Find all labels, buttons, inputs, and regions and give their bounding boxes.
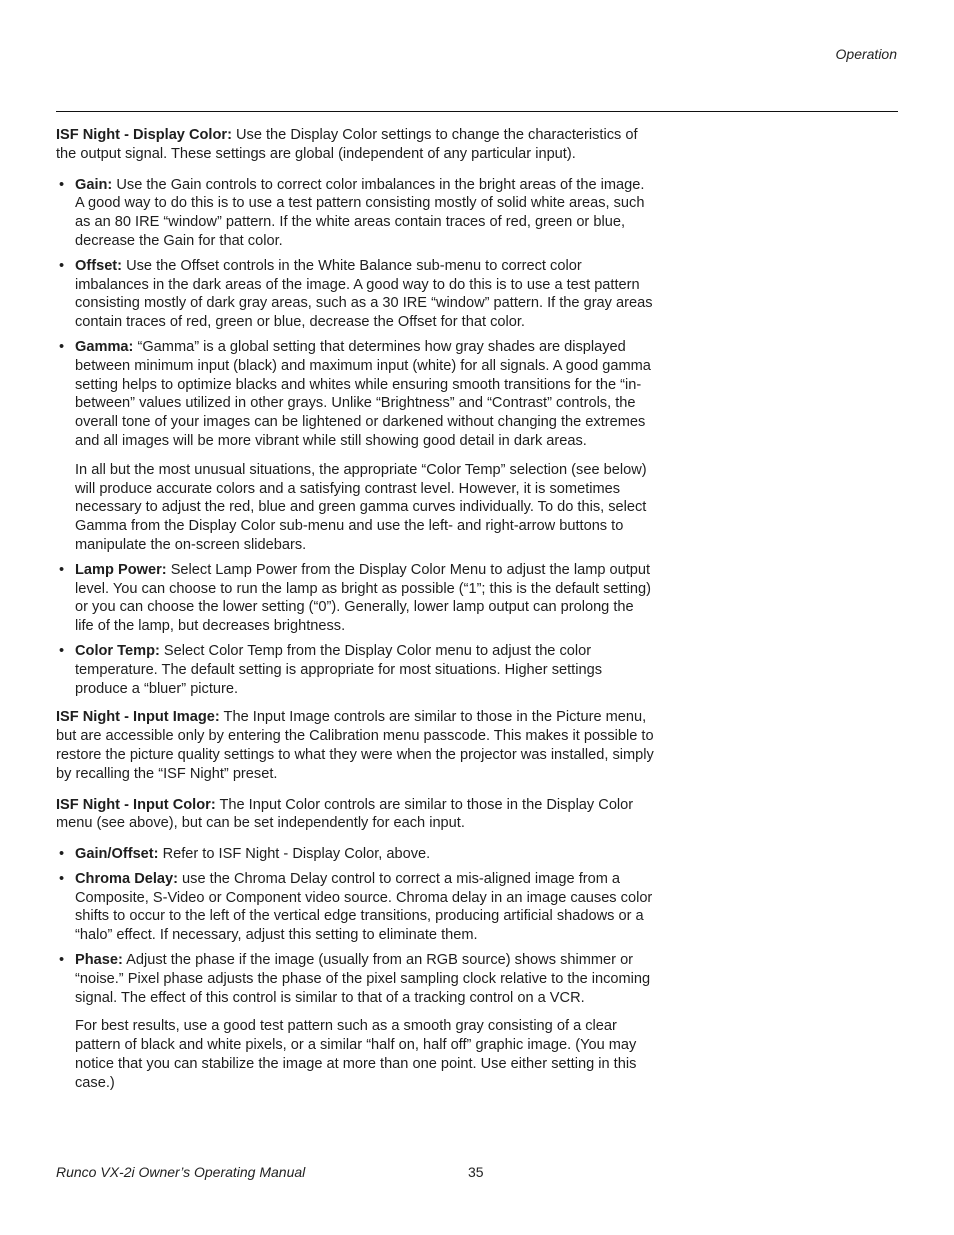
item-text: Adjust the phase if the image (usually from an RGB source) shows shimmer or “noise.” Pixel phase adjusts the phase of the pixel sampling clock relative to the incoming signal. The effect of this control is similar to that of a tracking control on a VCR. (75, 952, 651, 1006)
input-color-list (56, 845, 656, 1093)
list-item-gain-offset (56, 845, 656, 864)
list-item-lamp-power (56, 561, 656, 636)
list-item-gamma (56, 338, 656, 555)
list-item-chroma-delay (56, 870, 656, 945)
item-term: Lamp Power: (75, 561, 167, 578)
item-term: Gamma: (75, 338, 134, 355)
display-color-intro (56, 126, 656, 164)
input-image-title: ISF Night - Input Image: (56, 709, 220, 726)
input-image-paragraph (56, 708, 656, 783)
running-header-section: Operation (835, 46, 897, 62)
item-term: Gain/Offset: (75, 846, 159, 863)
phase-extra-paragraph: For best results, use a good test pattern such as a smooth gray consisting of a clear pattern of black and white pixels, or a similar “half on, half off” graphic image. (You may notice that you can stabilize the image at more than one point. Use either setting in this case.) (75, 1018, 637, 1091)
item-text: “Gamma” is a global setting that determines how gray shades are displayed between minimum input (black) and maximum input (white) for all signals. A good gamma setting helps to optimize blacks and whites while ensuring smooth transitions for the “in-between” values utilized in other grays. Unlike “Brightness” and “Contrast” controls, the overall tone of your images can be lightened or darkened without changing the extremes and all images will be more vibrant while still showing good detail in dark areas. (75, 338, 651, 449)
list-item-offset (56, 257, 656, 332)
item-text: Use the Gain controls to correct color imbalances in the bright areas of the image. A good way to do this is to use a test pattern consisting mostly of solid white areas, such as an 80 IRE “window” pattern. If the white areas contain traces of red, green or blue, decrease the Gain for that color. (75, 176, 645, 249)
footer-manual-title: Runco VX-2i Owner’s Operating Manual (56, 1164, 306, 1180)
item-term: Phase: (75, 952, 123, 969)
display-color-list (56, 176, 656, 699)
item-term: Color Temp: (75, 642, 160, 659)
item-term: Offset: (75, 257, 123, 274)
display-color-title: ISF Night - Display Color: (56, 127, 232, 143)
input-color-title: ISF Night - Input Color: (56, 796, 216, 813)
page-number: 35 (468, 1164, 484, 1180)
item-text: Select Lamp Power from the Display Color Menu to adjust the lamp output level. You can choose to run the lamp as bright as possible (“1”; this is the default setting) or you can choose the lower setting (“0”). Generally, lower lamp output can prolong the life of the lamp, but decreases brightness. (75, 561, 651, 635)
item-term: Chroma Delay: (75, 870, 178, 887)
list-item-phase (56, 951, 656, 1093)
input-image-text: The Input Image controls are similar to those in the Picture menu, but are accessible only by entering the Calibration menu passcode. This makes it possible to restore the picture quality settings to what they were when the projector was installed, simply by recalling the “ISF Night” preset. (56, 709, 654, 782)
input-color-intro (56, 796, 656, 834)
page-body (56, 126, 656, 1099)
input-color-text: The Input Color controls are similar to those in the Display Color menu (see above), but can be set independently for each input. (56, 796, 634, 832)
list-item-color-temp (56, 642, 656, 698)
gamma-extra-paragraph: In all but the most unusual situations, the appropriate “Color Temp” selection (see below) will produce accurate colors and a satisfying contrast level. However, it is sometimes necessary to adjust the red, blue and green gamma curves individually. To do this, select Gamma from the Display Color sub-menu and use the left- and right-arrow buttons to manipulate the on-screen slidebars. (75, 461, 647, 553)
item-text: Use the Offset controls in the White Balance sub-menu to correct color imbalances in the dark areas of the image. A good way to do this is to use a test pattern consisting mostly of dark gray areas, such as a 30 IRE “window” pattern. If the gray areas contain traces of red, green or blue, decrease the Offset for that color. (75, 257, 653, 331)
item-text: Select Color Temp from the Display Color menu to adjust the color temperature. The default setting is appropriate for most situations. Higher settings produce a “bluer” picture. (75, 642, 602, 697)
item-text: use the Chroma Delay control to correct a mis-aligned image from a Composite, S-Video or Component video source. Chroma delay in an image causes color shifts to occur to the left of the vertical edge transitions, producing artificial shadows or a “halo” effect. If necessary, adjust this setting to eliminate them. (75, 870, 653, 944)
display-color-text: Use the Display Color settings to change the characteristics of the output signal. These settings are global (independent of any particular input). (56, 127, 638, 162)
item-text: Refer to ISF Night - Display Color, above. (158, 846, 431, 863)
list-item-gain (56, 176, 656, 251)
item-term: Gain: (75, 176, 113, 193)
header-rule (56, 111, 898, 112)
